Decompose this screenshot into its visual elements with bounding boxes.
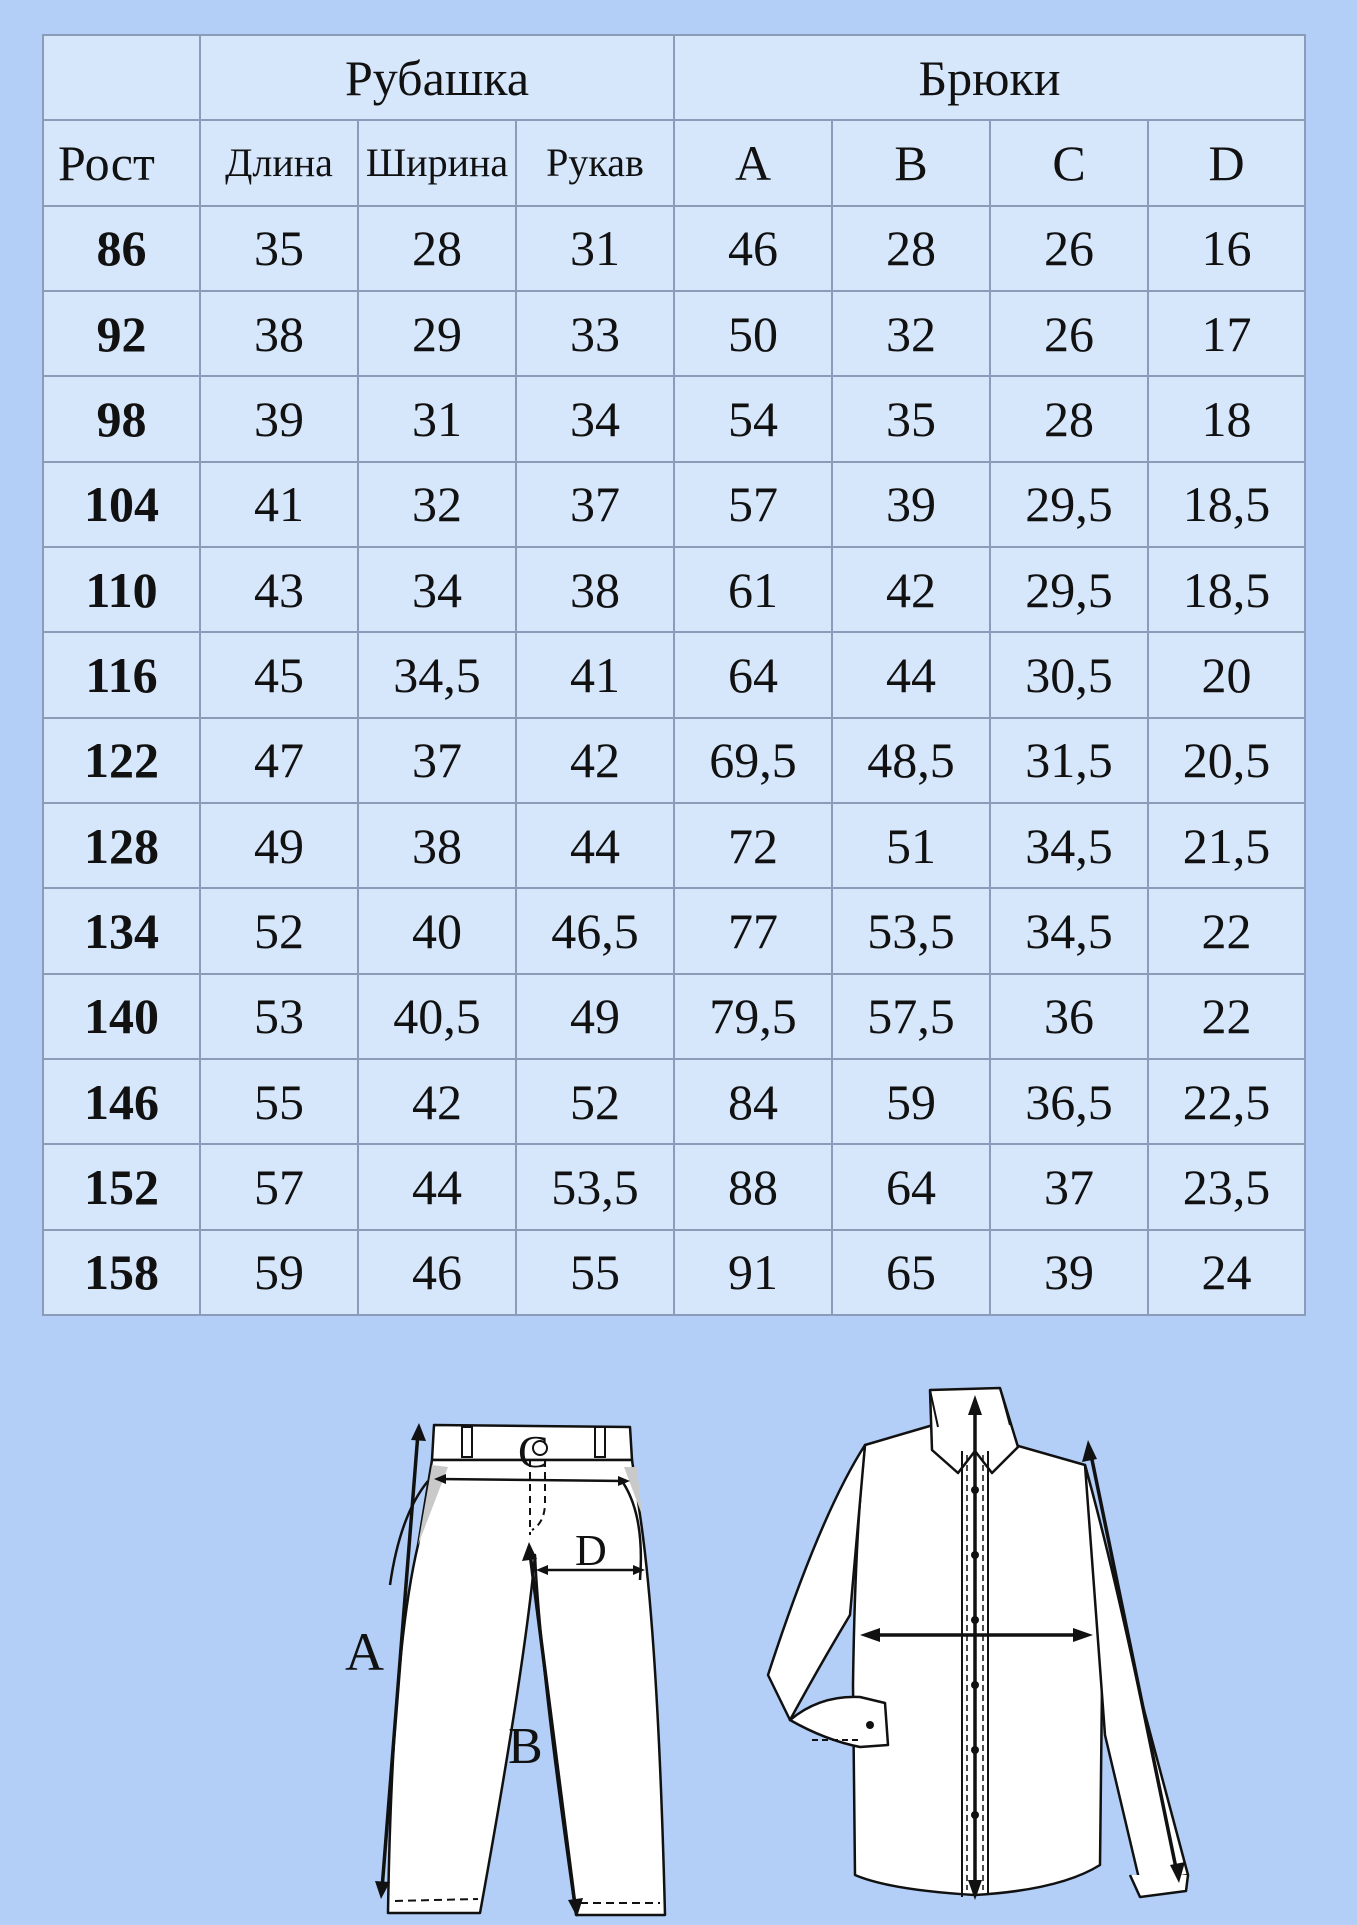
value-cell: 46 [358,1230,516,1315]
value-cell: 34 [516,376,674,461]
value-cell: 34,5 [990,888,1148,973]
header-pants-c: C [990,120,1148,205]
value-cell: 43 [200,547,358,632]
table-row [43,718,1305,803]
header-shirt-width: Ширина [358,120,516,205]
value-cell: 34,5 [990,803,1148,888]
value-cell: 52 [516,1059,674,1144]
value-cell: 31 [358,376,516,461]
value-cell: 22 [1148,888,1305,973]
value-cell: 37 [990,1144,1148,1229]
value-cell: 46,5 [516,888,674,973]
value-cell: 36 [990,974,1148,1059]
label-a: A [345,1622,384,1682]
value-cell: 18 [1148,376,1305,461]
value-cell: 26 [990,206,1148,291]
table-row [43,974,1305,1059]
value-cell: 29,5 [990,547,1148,632]
rost-cell: 110 [43,547,200,632]
value-cell: 34,5 [358,632,516,717]
rost-cell: 146 [43,1059,200,1144]
table-row [43,462,1305,547]
value-cell: 48,5 [832,718,990,803]
value-cell: 28 [990,376,1148,461]
value-cell: 59 [832,1059,990,1144]
value-cell: 72 [674,803,832,888]
value-cell: 88 [674,1144,832,1229]
value-cell: 16 [1148,206,1305,291]
value-cell: 53,5 [832,888,990,973]
label-b: B [508,1718,543,1775]
table-row [43,291,1305,376]
value-cell: 22 [1148,974,1305,1059]
pants-diagram [340,1405,700,1925]
rost-cell: 92 [43,291,200,376]
rost-cell: 128 [43,803,200,888]
value-cell: 40 [358,888,516,973]
value-cell: 44 [516,803,674,888]
header-shirt-sleeve: Рукав [516,120,674,205]
value-cell: 42 [358,1059,516,1144]
column-header-row [43,120,1305,205]
value-cell: 31,5 [990,718,1148,803]
value-cell: 64 [832,1144,990,1229]
value-cell: 57 [674,462,832,547]
value-cell: 84 [674,1059,832,1144]
value-cell: 44 [358,1144,516,1229]
value-cell: 49 [200,803,358,888]
value-cell: 23,5 [1148,1144,1305,1229]
value-cell: 35 [200,206,358,291]
value-cell: 30,5 [990,632,1148,717]
value-cell: 22,5 [1148,1059,1305,1144]
value-cell: 50 [674,291,832,376]
value-cell: 21,5 [1148,803,1305,888]
value-cell: 55 [516,1230,674,1315]
value-cell: 38 [200,291,358,376]
value-cell: 41 [516,632,674,717]
rost-cell: 158 [43,1230,200,1315]
value-cell: 28 [358,206,516,291]
value-cell: 47 [200,718,358,803]
table-row [43,376,1305,461]
value-cell: 44 [832,632,990,717]
table-row [43,547,1305,632]
group-header-shirt: Рубашка [200,35,674,120]
value-cell: 32 [832,291,990,376]
rost-cell: 104 [43,462,200,547]
corner-cell [43,35,200,120]
value-cell: 39 [200,376,358,461]
label-d: D [575,1526,607,1575]
value-cell: 37 [516,462,674,547]
value-cell: 55 [200,1059,358,1144]
group-header-pants: Брюки [674,35,1305,120]
value-cell: 38 [516,547,674,632]
value-cell: 17 [1148,291,1305,376]
value-cell: 53,5 [516,1144,674,1229]
value-cell: 57,5 [832,974,990,1059]
rost-cell: 134 [43,888,200,973]
value-cell: 53 [200,974,358,1059]
value-cell: 18,5 [1148,462,1305,547]
value-cell: 46 [674,206,832,291]
value-cell: 37 [358,718,516,803]
label-c: C [518,1426,549,1477]
value-cell: 64 [674,632,832,717]
value-cell: 61 [674,547,832,632]
value-cell: 41 [200,462,358,547]
value-cell: 45 [200,632,358,717]
size-table [42,34,1306,1316]
value-cell: 29 [358,291,516,376]
value-cell: 59 [200,1230,358,1315]
value-cell: 38 [358,803,516,888]
header-rost: Рост [43,120,200,205]
value-cell: 31 [516,206,674,291]
group-header-row [43,35,1305,120]
value-cell: 20,5 [1148,718,1305,803]
value-cell: 39 [832,462,990,547]
table-row [43,888,1305,973]
value-cell: 40,5 [358,974,516,1059]
header-pants-a: A [674,120,832,205]
table-row [43,1059,1305,1144]
value-cell: 24 [1148,1230,1305,1315]
rost-cell: 140 [43,974,200,1059]
value-cell: 32 [358,462,516,547]
rost-cell: 152 [43,1144,200,1229]
value-cell: 54 [674,376,832,461]
value-cell: 77 [674,888,832,973]
table-row [43,803,1305,888]
value-cell: 29,5 [990,462,1148,547]
value-cell: 36,5 [990,1059,1148,1144]
rost-cell: 86 [43,206,200,291]
value-cell: 18,5 [1148,547,1305,632]
value-cell: 52 [200,888,358,973]
value-cell: 91 [674,1230,832,1315]
table-row [43,1230,1305,1315]
value-cell: 26 [990,291,1148,376]
rost-cell: 122 [43,718,200,803]
header-pants-d: D [1148,120,1305,205]
value-cell: 20 [1148,632,1305,717]
value-cell: 57 [200,1144,358,1229]
value-cell: 42 [516,718,674,803]
rost-cell: 116 [43,632,200,717]
shirt-diagram [760,1385,1200,1915]
header-pants-b: B [832,120,990,205]
value-cell: 69,5 [674,718,832,803]
value-cell: 28 [832,206,990,291]
value-cell: 65 [832,1230,990,1315]
header-shirt-length: Длина [200,120,358,205]
value-cell: 42 [832,547,990,632]
value-cell: 79,5 [674,974,832,1059]
table-row [43,632,1305,717]
rost-cell: 98 [43,376,200,461]
value-cell: 51 [832,803,990,888]
table-row [43,206,1305,291]
value-cell: 34 [358,547,516,632]
value-cell: 49 [516,974,674,1059]
value-cell: 33 [516,291,674,376]
value-cell: 39 [990,1230,1148,1315]
table-row [43,1144,1305,1229]
value-cell: 35 [832,376,990,461]
